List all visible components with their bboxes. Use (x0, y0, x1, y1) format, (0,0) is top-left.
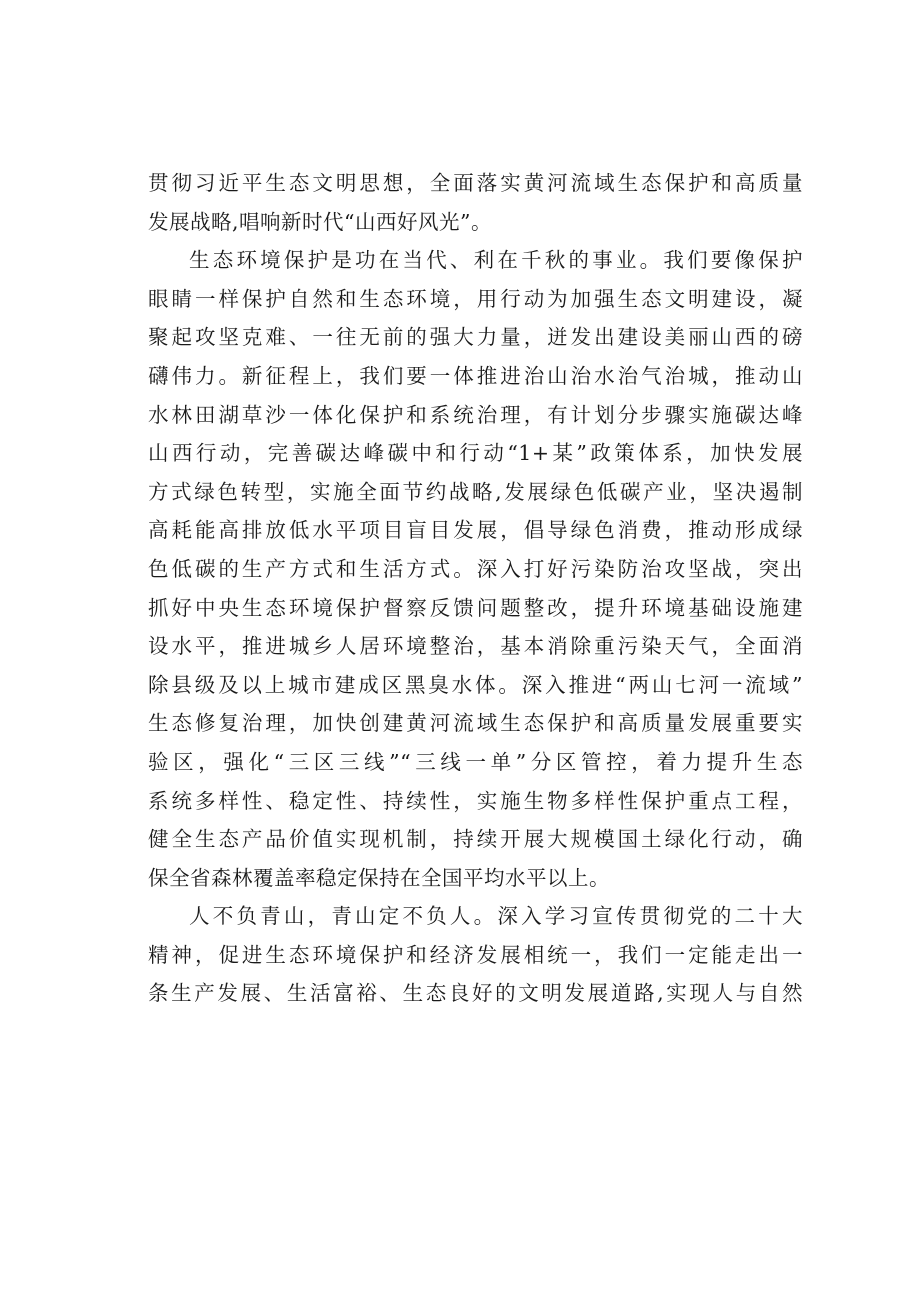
text-line: 精神，促进生态环境保护和经济发展相统一，我们一定能走出一 (148, 942, 803, 967)
text-line: 设水平，推进城乡人居环境整治，基本消除重污染天气，全面消 (148, 634, 803, 659)
text-line: 山西行动，完善碳达峰碳中和行动“1+某”政策体系，加快发展 (148, 441, 803, 466)
text-line: 发展战略,唱响新时代“山西好风光”。 (148, 209, 492, 234)
text-line: 礴伟力。新征程上，我们要一体推进治山治水治气治城，推动山 (148, 363, 803, 388)
text-line: 生态环境保护是功在当代、利在千秋的事业。我们要像保护 (189, 248, 803, 273)
text-line: 贯彻习近平生态文明思想，全面落实黄河流域生态保护和高质量 (148, 171, 803, 195)
text-line: 人不负青山，青山定不负人。深入学习宣传贯彻党的二十大 (189, 904, 803, 929)
text-line: 除县级及以上城市建成区黑臭水体。深入推进“两山七河一流域” (148, 672, 803, 697)
text-line: 健全生态产品价值实现机制，持续开展大规模国土绿化行动，确 (148, 827, 803, 852)
text-line: 条生产发展、生活富裕、生态良好的文明发展道路,实现人与自然 (148, 981, 803, 1006)
text-line: 系统多样性、稳定性、持续性，实施生物多样性保护重点工程， (148, 788, 803, 813)
text-line: 聚起攻坚克难、一往无前的强大力量，迸发出建设美丽山西的磅 (148, 325, 803, 350)
text-line: 色低碳的生产方式和生活方式。深入打好污染防治攻坚战，突出 (148, 556, 803, 581)
text-line: 水林田湖草沙一体化保护和系统治理，有计划分步骤实施碳达峰 (148, 402, 803, 427)
text-line: 高耗能高排放低水平项目盲目发展，倡导绿色消费，推动形成绿 (148, 518, 803, 543)
text-line: 验区，强化“三区三线”“三线一单”分区管控，着力提升生态 (148, 749, 803, 774)
text-line: 生态修复治理，加快创建黄河流域生态保护和高质量发展重要实 (148, 711, 803, 736)
text-line: 保全省森林覆盖率稳定保持在全国平均水平以上。 (148, 865, 610, 890)
paragraph-1 (148, 164, 803, 241)
text-line: 眼睛一样保护自然和生态环境，用行动为加强生态文明建设，凝 (148, 286, 803, 311)
text-line: 方式绿色转型，实施全面节约战略,发展绿色低碳产业，坚决遏制 (148, 479, 803, 504)
text-line: 抓好中央生态环境保护督察反馈问题整改，提升环境基础设施建 (148, 595, 803, 620)
paragraph-2 (148, 241, 803, 897)
paragraph-3 (148, 897, 803, 1013)
body-text (148, 164, 803, 1013)
